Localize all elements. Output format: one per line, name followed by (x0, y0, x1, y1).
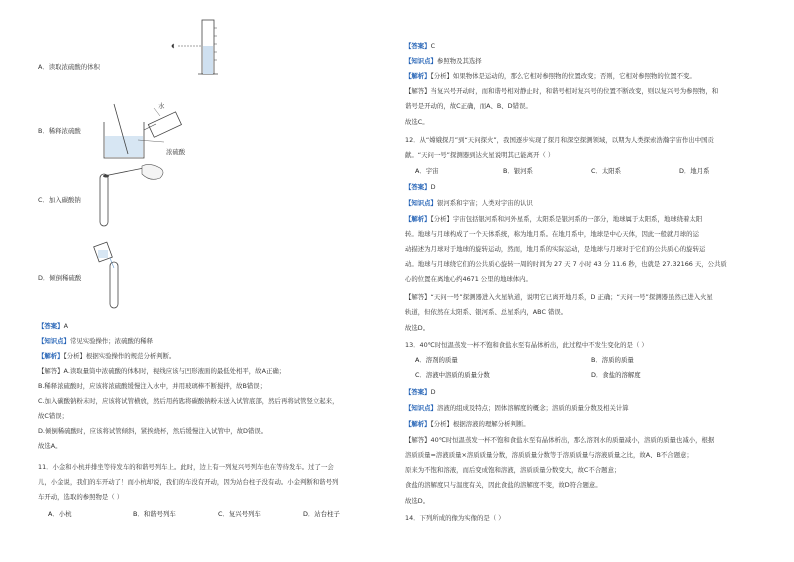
knowledge-point-text: 常见实验操作；浓硫酸的稀释 (69, 337, 154, 345)
pouring-figure (88, 240, 198, 310)
analysis-text: 【分析】根据溶液的理解分析判断。 (430, 420, 530, 428)
analysis-line: 心的位置在离地心约4671 公里的地球体内。 (405, 275, 532, 283)
analysis-tag: 【解析】 (38, 352, 64, 360)
knowledge-point-tag: 【知识点】 (405, 199, 437, 207)
analysis-tag: 【解析】 (405, 420, 431, 428)
question-11-line: 儿，小金说，我们的车开动了！而小杭却说，我们的车没有开动，因为站台柱子没有动。小金判断和谐号列 (38, 478, 339, 486)
question-13-line: 13．40℃时恒温蒸发一杯不饱和食盐水至有晶体析出，此过程中不发生变化的是（ ） (405, 341, 648, 349)
answer-line (405, 388, 435, 396)
solution-line: 故C错误； (38, 412, 69, 420)
answer-tag: 【答案】 (38, 322, 64, 330)
solution-line: B.稀释浓硫酸时，应该将浓硫酸缓慢注入水中，并用玻璃棒不断搅拌，故B错误； (38, 382, 267, 390)
solution-line: 【解答】“天问一号”探测器进入火星轨道，说明它已离开地月系，D 正确；“天问一号”探测器虽然已进入火星 (405, 293, 713, 301)
answer-value: D (430, 388, 436, 396)
option-item: D．食盐的溶解度 (591, 371, 641, 379)
analysis-line: 动。地球与月球绕它们的公共质心旋转一周的时间为 27 天 7 小时 43 分 11.6 秒，也就是 27.32166 天，公共质 (405, 260, 727, 268)
option-item: A．宇宙 (415, 167, 439, 175)
solution-line: 轨道，但依然在太阳系、银河系、总星系内，ABC 错误。 (405, 308, 568, 316)
option-item: B．银河系 (503, 167, 533, 175)
solution-line: C.加入碳酸钠粉末时，应该将试管横放，然后用药匙将碳酸钠粉末送入试管底部，然后再将试管竖立起来， (38, 397, 339, 405)
option-item: C．太阳系 (591, 167, 622, 175)
conclusion-line: 故选D。 (405, 497, 430, 505)
question-12-line: 献。“天问一号”探测器到达火星说明其已能离开（ ） (405, 151, 555, 159)
spatula-testtube-figure (90, 160, 200, 230)
solution-line: 【解答】当复兴号开动时，而和谐号相对静止时，和谐号相对复兴号的位置不断改变，则以复兴号为参照物，和 (405, 87, 719, 95)
solution-line: 【解答】A.读取量筒中浓硫酸的体积时，视线应该与凹形液面的最低处相平，故A正确； (38, 367, 286, 375)
answer-value: D (430, 183, 436, 191)
analysis-line (405, 420, 530, 428)
question-11-line: 11．小金和小杭并排坐等待发车的和谐号列车上。此时，边上有一列复兴号列车也在等待发车。过了一会 (38, 463, 334, 471)
acid-label: 浓硫酸 (166, 148, 186, 156)
solution-line: 原来为不饱和溶液，而后变成饱和溶液，溶质质量分数变大，故C不合题意； (405, 466, 621, 474)
answer-line (38, 322, 68, 330)
answer-line (405, 42, 435, 50)
question-11-line: 车开动，选取的参照物是（ ） (38, 493, 124, 501)
conclusion-line: 故选C。 (405, 118, 429, 126)
analysis-text: 【分析】宇宙包括银河系和河外星系，太阳系是银河系的一部分，地球属于太阳系，地球绕着太阳 (430, 215, 703, 223)
knowledge-point-line (405, 199, 533, 207)
conclusion-line: 故选D。 (405, 324, 430, 332)
analysis-line: 动描述为月球对于地球的旋转运动，然而，地月系的实际运动，是地球与月球对于它们的公共质心的旋转运 (405, 245, 706, 253)
option-item: D．地月系 (679, 167, 710, 175)
answer-tag: 【答案】 (405, 388, 431, 396)
analysis-line (405, 215, 702, 223)
knowledge-point-line (405, 404, 629, 412)
water-label: 水 (158, 102, 165, 110)
solution-line: 溶质质量=溶液质量×溶质质量分数，溶质质量分数等于溶质质量与溶液质量之比，故A、B不合题意； (405, 451, 693, 459)
option-item: B．和谐号列车 (133, 510, 176, 518)
option-c-label: C．加入碳酸钠 (38, 196, 81, 204)
solution-line: D.倾倒稀硫酸时，应该将试管倾斜，紧挨烧杯，然后缓慢注入试管中，故D错误。 (38, 427, 268, 435)
analysis-text: 【分析】根据实验操作的规范分析判断。 (63, 352, 176, 360)
solution-line: 谐号是开动的，故C正确，而A、B、D错误。 (405, 102, 532, 110)
solution-line: 【解答】40℃时恒温蒸发一杯不饱和食盐水至有晶体析出，那么溶剂水的质量减小，溶质的质量也减小，根据 (405, 436, 715, 444)
option-item: C．溶液中溶质的质量分数 (415, 371, 490, 379)
knowledge-point-text: 参照物及其选择 (436, 57, 482, 65)
dilution-beaker-figure (94, 102, 204, 162)
analysis-line: 转。地球与月球构成了一个天体系统，称为地月系。在地月系中，地球是中心天体，因此一般就月球的运 (405, 230, 699, 238)
knowledge-point-tag: 【知识点】 (405, 57, 437, 65)
answer-tag: 【答案】 (405, 42, 431, 50)
knowledge-point-line (38, 337, 153, 345)
option-item: A．溶剂的质量 (415, 356, 458, 364)
knowledge-point-tag: 【知识点】 (38, 337, 70, 345)
option-item: C．复兴号列车 (218, 510, 261, 518)
analysis-line (405, 72, 696, 80)
knowledge-point-line (405, 57, 482, 65)
option-item: D．站台柱子 (303, 510, 340, 518)
answer-value: A (63, 322, 68, 330)
answer-line (405, 183, 435, 191)
option-b-label: B．稀释浓硫酸 (38, 127, 81, 135)
analysis-text: 【分析】如果物体是运动的，那么它相对参照物的位置改变；否则，它相对参照物的位置不变。 (430, 72, 696, 80)
conclusion-line: 故选A。 (38, 442, 62, 450)
knowledge-point-tag: 【知识点】 (405, 404, 437, 412)
question-14-line: 14．下列所成的像为实像的是（ ） (405, 514, 505, 522)
solution-line: 食盐的溶解度只与温度有关，因此食盐的溶解度不变，故D符合题意。 (405, 481, 602, 489)
option-d-label: D．倾倒稀硫酸 (38, 274, 82, 282)
answer-tag: 【答案】 (405, 183, 431, 191)
analysis-tag: 【解析】 (405, 215, 431, 223)
analysis-tag: 【解析】 (405, 72, 431, 80)
answer-value: C (430, 42, 436, 50)
analysis-line (38, 352, 175, 360)
option-item: A．小杭 (48, 510, 72, 518)
knowledge-point-text: 溶液的组成及特点；固体溶解度的概念；溶质的质量分数及相关计算 (436, 404, 629, 412)
knowledge-point-text: 银河系和宇宙；人类对宇宙的认识 (436, 199, 533, 207)
measuring-cylinder-figure (150, 16, 240, 76)
option-item: B．溶质的质量 (591, 356, 634, 364)
question-12-line: 12．从“嫦娥探月”到“天问探火”，我国逐步实现了探月和深空探测领域，以期为人类探索浩瀚宇宙作出中国贡 (405, 136, 714, 144)
option-a-label: A．读取浓硫酸的体积 (38, 63, 100, 71)
